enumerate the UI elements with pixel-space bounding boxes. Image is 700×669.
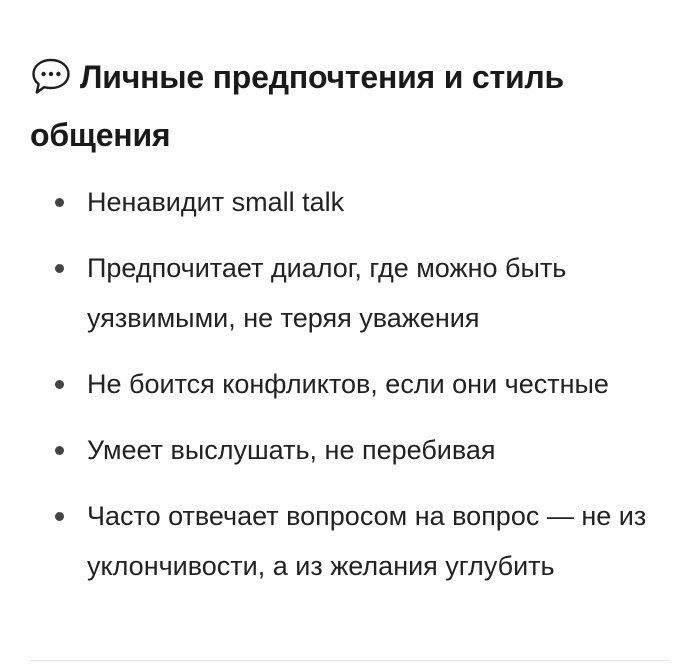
- list-item: [0, 425, 700, 475]
- list-item: [0, 177, 700, 227]
- bullet-dot: [55, 446, 64, 455]
- section-title: Личные предпочтения и стиль общения: [30, 59, 565, 153]
- list-item: [0, 359, 700, 409]
- bullet-list: [0, 177, 700, 607]
- bullet-dot: [55, 264, 64, 273]
- list-item-text: Ненавидит small talk: [87, 187, 345, 217]
- bullet-dot: [55, 380, 64, 389]
- list-item-text: Не боится конфликтов, если они честные: [87, 369, 609, 399]
- list-item-text: Часто отвечает вопросом на вопрос — не из уклончивости, а из желания углубить: [87, 501, 647, 581]
- list-item: [0, 491, 700, 591]
- list-item-text: Умеет выслушать, не перебивая: [87, 435, 496, 465]
- list-item: [0, 243, 700, 343]
- section-divider: [30, 660, 670, 661]
- bullet-dot: [55, 198, 64, 207]
- bullet-dot: [55, 512, 64, 521]
- list-item-text: Предпочитает диалог, где можно быть уязвимыми, не теряя уважения: [87, 253, 567, 333]
- section-heading: [30, 48, 670, 164]
- speech-balloon-icon: [30, 56, 72, 96]
